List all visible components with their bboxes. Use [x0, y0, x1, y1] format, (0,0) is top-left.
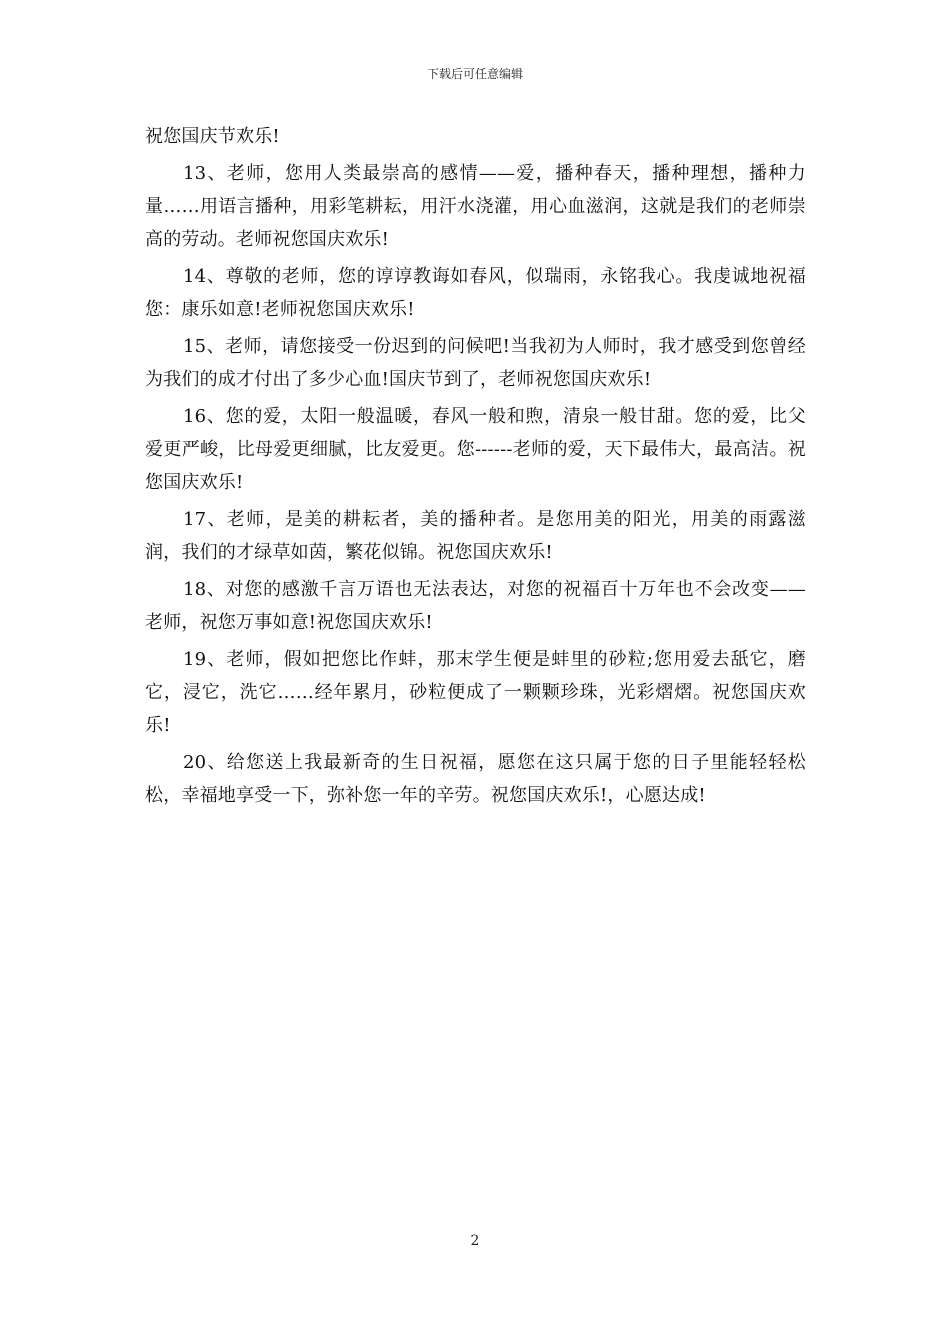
paragraph-14: 14、尊敬的老师，您的谆谆教诲如春风，似瑞雨，永铭我心。我虔诚地祝福您：康乐如意!老师祝您国庆欢乐!: [145, 266, 806, 320]
paragraph-20: 20、给您送上我最新奇的生日祝福，愿您在这只属于您的日子里能轻轻松松，幸福地享受一下，弥补您一年的辛劳。祝您国庆欢乐!，心愿达成!: [145, 752, 806, 806]
paragraph-18: 18、对您的感激千言万语也无法表达，对您的祝福百十万年也不会改变——老师，祝您万事如意!祝您国庆欢乐!: [145, 579, 806, 633]
paragraph-17: 17、老师，是美的耕耘者，美的播种者。是您用美的阳光，用美的雨露滋润，我们的才绿草如茵，繁花似锦。祝您国庆欢乐!: [145, 509, 806, 563]
paragraph-continuation: 祝您国庆节欢乐!: [145, 126, 280, 147]
paragraph-13: 13、老师，您用人类最崇高的感情——爱，播种春天，播种理想，播种力量……用语言播种，用彩笔耕耘，用汗水浇灌，用心血滋润，这就是我们的老师崇高的劳动。老师祝您国庆欢乐!: [145, 163, 806, 250]
document-body: [145, 120, 806, 816]
page-header: 下载后可任意编辑: [426, 67, 523, 81]
paragraph-16: 16、您的爱，太阳一般温暖，春风一般和煦，清泉一般甘甜。您的爱，比父爱更严峻，比母爱更细腻，比友爱更。您------老师的爱，天下最伟大，最高洁。祝您国庆欢乐!: [145, 406, 806, 493]
paragraph-19: 19、老师，假如把您比作蚌，那末学生便是蚌里的砂粒;您用爱去舐它，磨它，浸它，洗它……经年累月，砂粒便成了一颗颗珍珠，光彩熠熠。祝您国庆欢乐!: [145, 649, 806, 736]
page-number: 2: [470, 1233, 480, 1249]
paragraph-15: 15、老师，请您接受一份迟到的问候吧!当我初为人师时，我才感受到您曾经为我们的成才付出了多少心血!国庆节到了，老师祝您国庆欢乐!: [145, 336, 806, 390]
